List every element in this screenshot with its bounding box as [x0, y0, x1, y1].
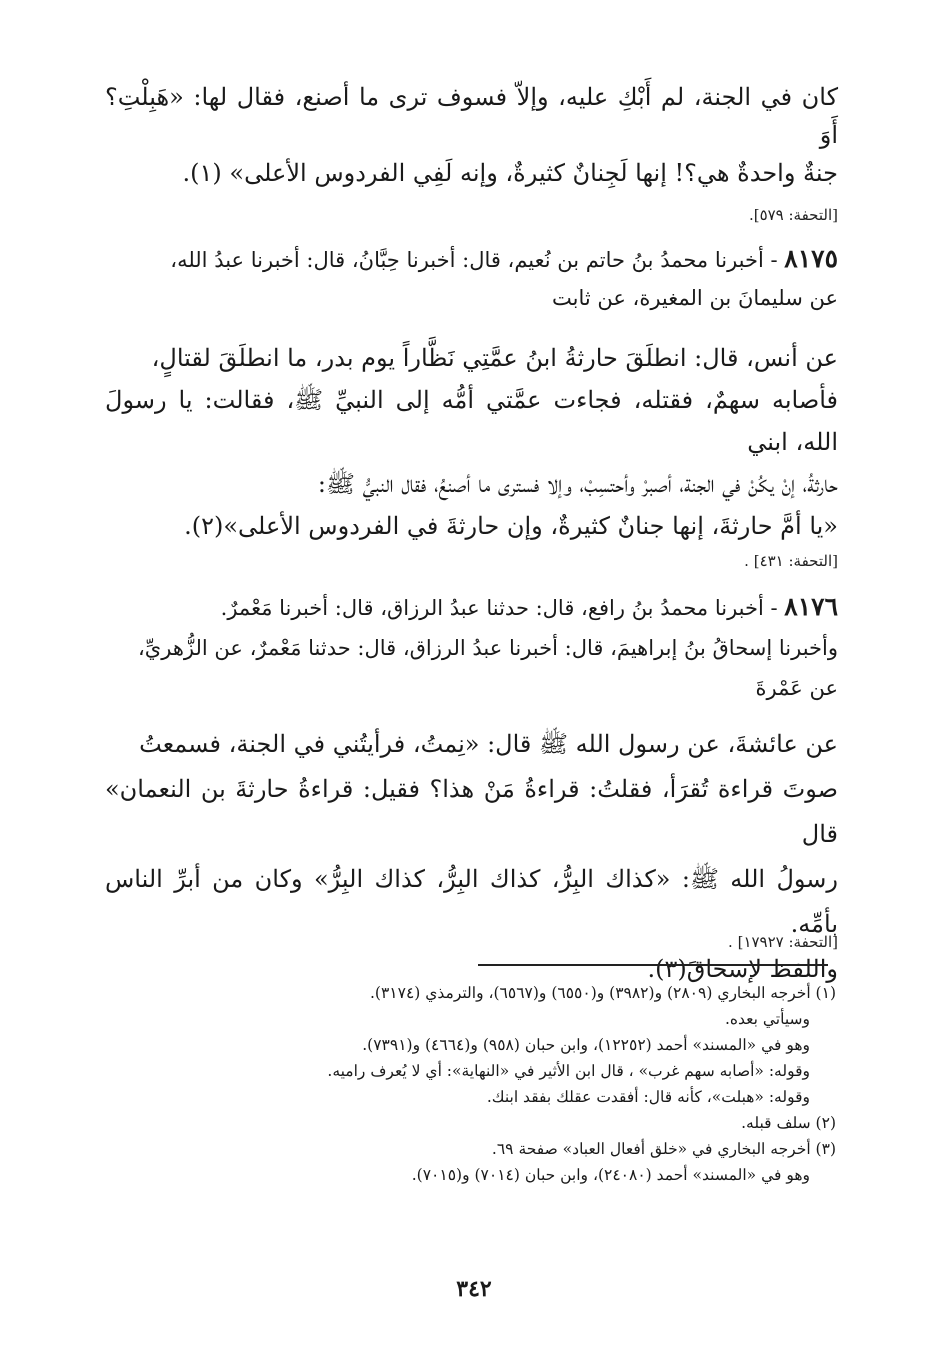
footnote-line: (١) أخرجه البخاري (٢٨٠٩) و(٣٩٨٢) و(٦٥٥٠) و(٦٥٦٧)، والترمذي (٣١٧٤). — [369, 984, 836, 1002]
hadith-8176-isnad — [105, 587, 838, 708]
top-paragraph — [105, 78, 838, 192]
text-line: عن سليمانَ بن المغيرة، عن ثابت — [551, 286, 838, 310]
footnote-line: وسيأتي بعده. — [724, 1010, 810, 1028]
footnote-line: وقوله: «هبلت»، كأنه قال: أفقدت عقلك بفقد ابنك. — [486, 1088, 810, 1106]
tuhfa-reference: [التحفة: ٥٧٩]. — [748, 206, 838, 224]
footnote-line: وقوله: «أصابه سهم غرب» ، قال ابن الأثير في «النهاية»: أي لا يُعرف راميه. — [327, 1062, 810, 1080]
footnote-line: وهو في «المسند» أحمد (١٢٢٥٢)، وابن حبان (٩٥٨) و(٤٦٦٤) و(٧٣٩١). — [362, 1036, 810, 1054]
footnote-line: (٣) أخرجه البخاري في «خلق أفعال العباد» صفحة ٦٩. — [491, 1140, 836, 1158]
tuhfa-reference: [التحفة: ١٧٩٢٧] . — [728, 933, 838, 951]
hadith-number: ٨١٧٦ — [784, 592, 838, 621]
text-line: جنةٌ واحدةٌ هي؟! إنها لَجِنانٌ كثيرةٌ، وإنه لَفِي الفردوس الأعلى» (١). — [182, 159, 838, 187]
text-line: كان في الجنة، لم أَبْكِ عليه، وإلاّ فسوف ترى ما أصنع، فقال لها: «هَبِلْتِ؟ أَوَ — [105, 83, 838, 149]
footnotes — [105, 980, 836, 1188]
footnote-separator — [478, 964, 828, 966]
text-line: - أخبرنا محمدُ بنُ رافع، قال: حدثنا عبدُ الرزاق، قال: أخبرنا مَعْمرٌ. — [220, 596, 778, 620]
hadith-number: ٨١٧٥ — [784, 244, 838, 273]
hadith-8175-matn — [105, 337, 838, 547]
footnote-line: وهو في «المسند» أحمد (٢٤٠٨٠)، وابن حبان (٧٠١٤) و(٧٠١٥). — [411, 1166, 810, 1184]
text-line: واللفظ لإسحاقَ(٣). — [647, 955, 838, 983]
text-line: صوتَ قراءة تُقرَأ، فقلتُ: قراءةُ مَنْ هذا؟ فقيل: قراءةُ حارثةَ بن النعمان» قال — [105, 775, 838, 848]
footnote-line: (٢) سلف قبله. — [741, 1114, 836, 1132]
text-line: عن عائشةَ، عن رسول الله ﷺ قال: «نِمتُ، فرأيتُني في الجنة، فسمعتُ — [139, 730, 838, 758]
text-line: رسولُ الله ﷺ: «كذاك البِرُّ، كذاك البِرُّ، كذاك البِرُّ» وكان من أبرِّ الناس بأمِّه. — [105, 865, 838, 938]
page-number: ٣٤٢ — [456, 1276, 492, 1302]
text-line: «يا أمَّ حارثةَ، إنها جنانٌ كثيرةٌ، وإن حارثةَ في الفردوس الأعلى»(٢). — [184, 512, 838, 540]
text-line: عن عَمْرةَ — [755, 676, 838, 700]
text-line: حارثةُ، إنْ يكُنْ في الجنة، أصبرْ وأحتسِبْ، وإلا فسترى ما أصنعُ، فقال النبيُّ ﷺ: — [317, 470, 838, 498]
text-line: عن أنس، قال: انطلَقَ حارثةُ ابنُ عمَّتِي نَظَّاراً يوم بدر، ما انطلَقَ لقتالٍ، — [151, 344, 838, 372]
tuhfa-reference: [التحفة: ٤٣١] . — [744, 552, 838, 570]
hadith-8175-isnad — [105, 240, 838, 317]
text-line: وأخبرنا إسحاقُ بنُ إبراهيمَ، قال: أخبرنا عبدُ الرزاق، قال: حدثنا مَعْمرٌ، عن الزُّهريِّ، — [138, 636, 838, 660]
text-line: - أخبرنا محمدُ بنُ حاتم بن نُعيم، قال: أخبرنا حِبَّانُ، قال: أخبرنا عبدُ الله، — [170, 248, 778, 272]
text-line: فأصابه سهمٌ، فقتله، فجاءت عمَّتي أمُّه إلى النبيِّ ﷺ، فقالت: يا رسولَ الله، ابني — [105, 386, 838, 456]
